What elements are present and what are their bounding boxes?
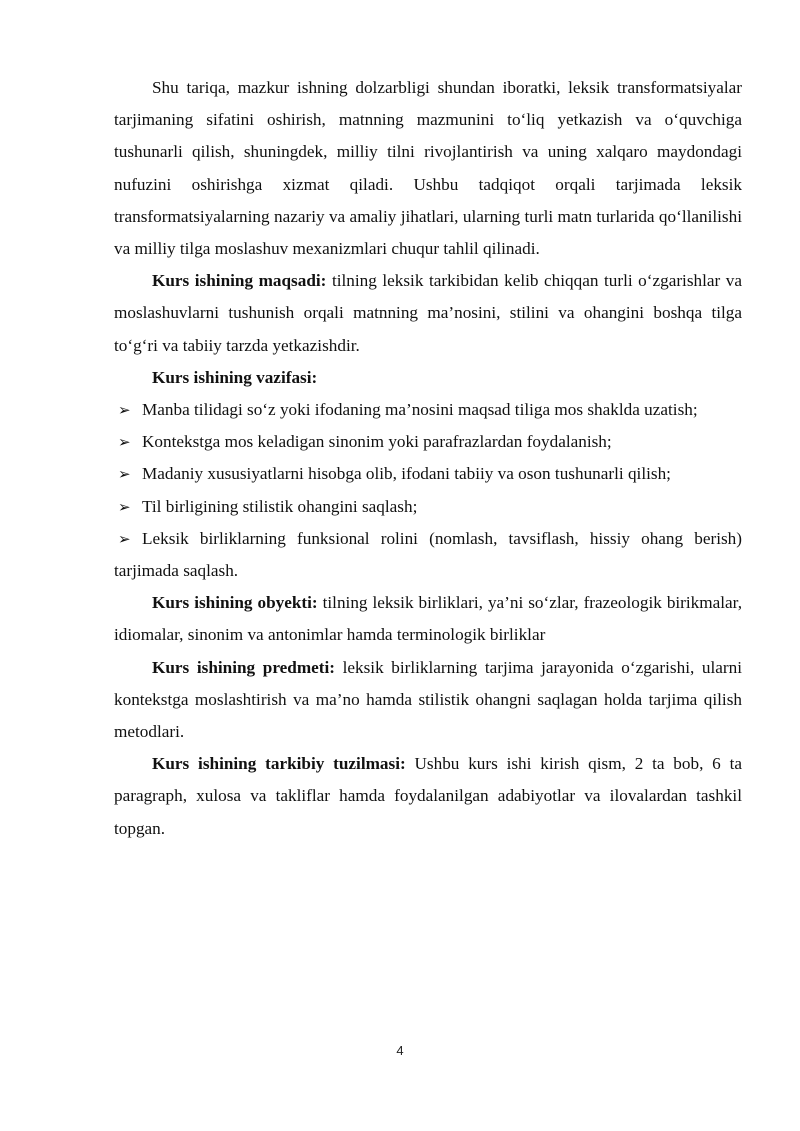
arrow-bullet-icon: ➢ (118, 433, 131, 452)
structure-paragraph (114, 748, 742, 845)
task-item (114, 394, 742, 426)
task-item (114, 523, 742, 587)
tasks-heading: Kurs ishining vazifasi: (152, 367, 318, 387)
task-item (114, 426, 742, 458)
arrow-bullet-icon: ➢ (118, 497, 131, 516)
subject-paragraph (114, 652, 742, 749)
task-text: Manba tilidagi so‘z yoki ifodaning ma’nosini maqsad tiliga mos shaklda uzatish; (142, 400, 698, 420)
subject-text: leksik birliklarning tarjima jarayonida o‘zgarishi, ularni kontekstga moslashtirish va ma’no hamda stilistik ohangni saqlagan holda tarjima qilish metodlari. (114, 657, 742, 742)
intro-paragraph: Shu tariqa, mazkur ishning dolzarbligi shundan iboratki, leksik transformatsiyalar tarjimaning sifatini oshirish, matnning mazmunini to‘liq yetkazish va o‘quvchiga tushunarli qilish, shuningdek, milliy tilni rivojlantirish va uning xalqaro maydondagi nufuzini oshirishga xizmat qiladi. Ushbu tadqiqot orqali tarjimada leksik transformatsiyalarning nazariy va amaliy jihatlari, ularning turli matn turlarida qo‘llanilishi va milliy tilga moslashuv mexanizmlari chuqur tahlil qilinadi. (114, 78, 742, 259)
task-text: Madaniy xususiyatlarni hisobga olib, ifodani tabiiy va oson tushunarli qilish; (142, 464, 671, 484)
goal-label: Kurs ishining maqsadi: (152, 271, 327, 291)
arrow-bullet-icon: ➢ (118, 529, 131, 548)
task-text: Kontekstga mos keladigan sinonim yoki parafrazlardan foydalanish; (142, 432, 612, 452)
task-text: Leksik birliklarning funksional rolini (nomlash, tavsiflash, hissiy ohang berish) tarjimada saqlash. (114, 528, 742, 581)
object-paragraph (114, 587, 742, 651)
task-item (114, 458, 742, 490)
goal-text: tilning leksik tarkibidan kelib chiqqan turli o‘zgarishlar va moslashuvlarni tushunish orqali matnning ma’nosini, stilini va ohangini boshqa tilga to‘g‘ri va tabiiy tarzda yetkazishdir. (114, 271, 742, 355)
arrow-bullet-icon: ➢ (118, 465, 131, 484)
structure-label: Kurs ishining tarkibiy tuzilmasi: (152, 754, 406, 774)
object-text: tilning leksik birliklari, ya’ni so‘zlar, frazeologik birikmalar, idiomalar, sinonim va antonimlar hamda terminologik birliklar (114, 593, 743, 645)
goal-paragraph (114, 265, 742, 362)
arrow-bullet-icon: ➢ (118, 401, 131, 420)
document-page (114, 72, 742, 845)
task-text: Til birligining stilistik ohangini saqlash; (142, 496, 418, 516)
task-item (114, 491, 742, 523)
tasks-list (114, 394, 742, 587)
structure-text: Ushbu kurs ishi kirish qism, 2 ta bob, 6 ta paragraph, xulosa va takliflar hamda foydalanilgan adabiyotlar va ilovalardan tashkil topgan. (114, 754, 742, 838)
page-number: 4 (396, 1043, 404, 1058)
object-label: Kurs ishining obyekti: (152, 593, 318, 613)
subject-label: Kurs ishining predmeti: (152, 657, 335, 677)
